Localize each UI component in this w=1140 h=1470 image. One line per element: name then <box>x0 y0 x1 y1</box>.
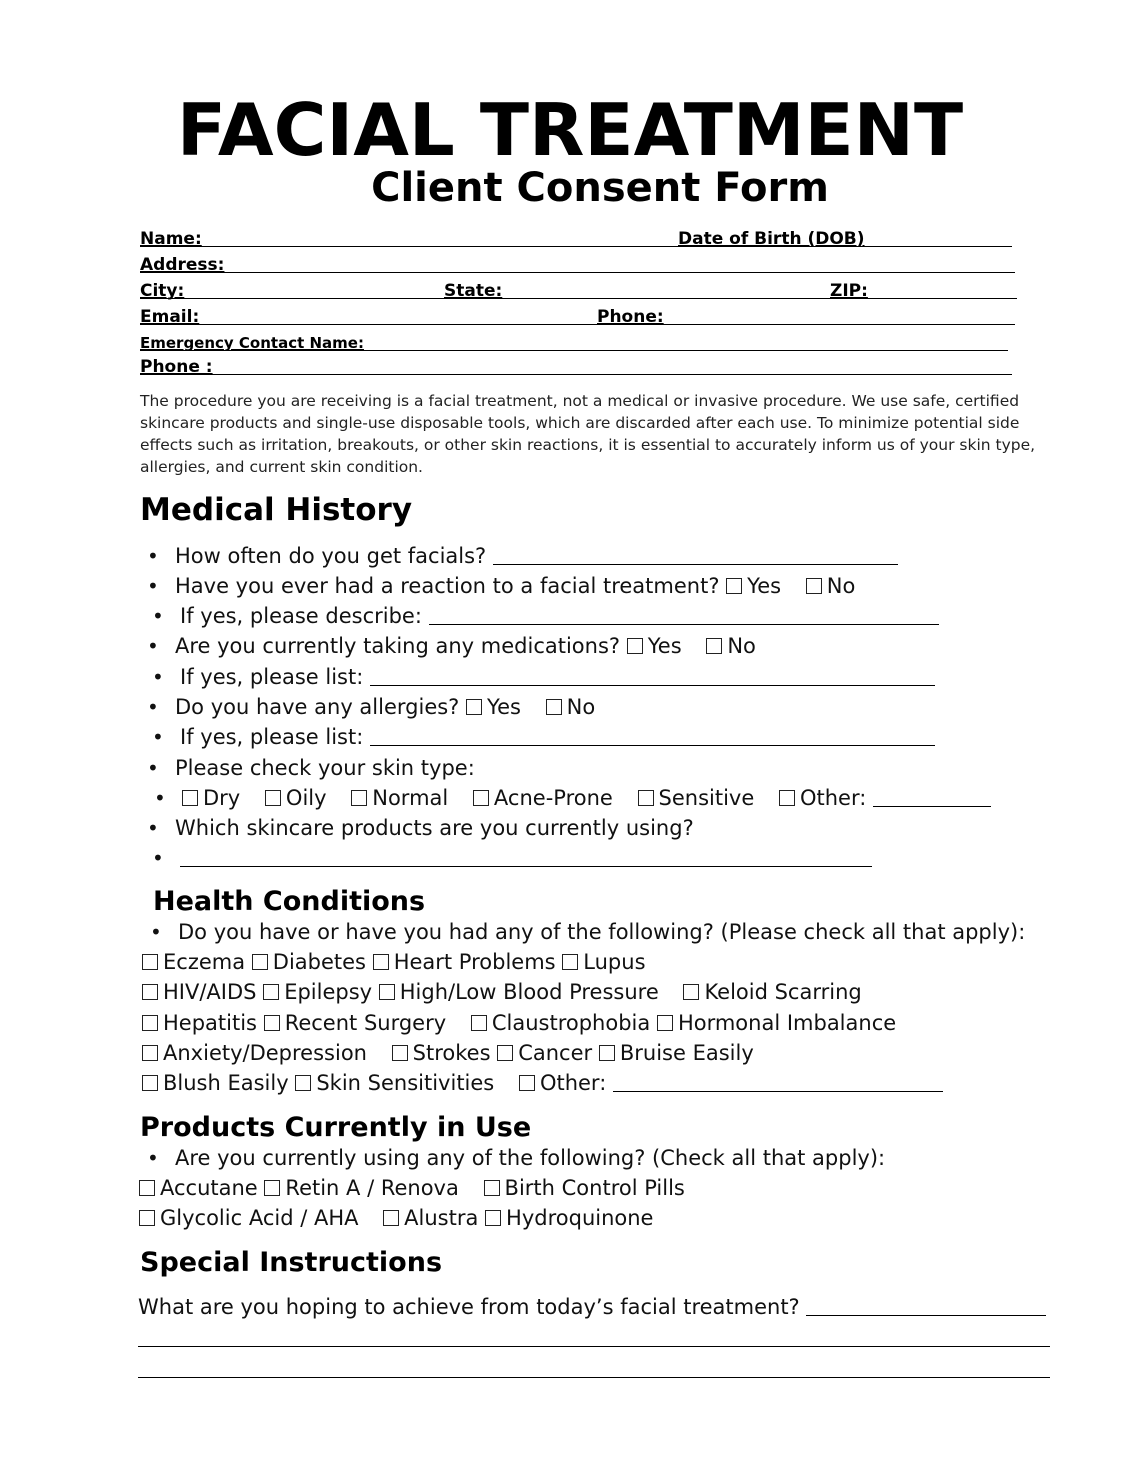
yes-label: Yes <box>487 695 521 719</box>
question-text: What are you hoping to achieve from today’s facial treatment? <box>138 1295 800 1319</box>
question-text: If yes, please describe: <box>180 604 422 628</box>
condition-label: Anxiety/Depression <box>163 1041 367 1065</box>
skin-type-label: Dry <box>203 786 241 810</box>
product-label: Hydroquinone <box>506 1206 654 1230</box>
condition-label: Hormonal Imbalance <box>677 1011 897 1035</box>
accutane-checkbox[interactable] <box>139 1180 155 1196</box>
keloid-scarring-checkbox[interactable] <box>683 984 699 1000</box>
heart-problems-checkbox[interactable] <box>373 954 389 970</box>
claustrophobia-checkbox[interactable] <box>471 1015 487 1031</box>
health-row <box>142 948 646 976</box>
condition-label: Hepatitis <box>163 1011 257 1035</box>
product-label: Glycolic Acid / AHA <box>160 1206 359 1230</box>
condition-label: Skin Sensitivities <box>316 1071 495 1095</box>
question-text: How often do you get facials? <box>175 544 487 568</box>
glycolic-acid-checkbox[interactable] <box>139 1210 155 1226</box>
medications-list-field[interactable] <box>370 667 935 686</box>
health-row <box>142 1069 943 1097</box>
condition-label: Recent Surgery <box>284 1011 447 1035</box>
question-reaction <box>175 572 873 600</box>
state-label: State: <box>444 281 503 301</box>
allergies-no-checkbox[interactable] <box>546 699 562 715</box>
no-label: No <box>727 634 756 658</box>
skin-type-label: Other: <box>799 786 867 810</box>
question-medications <box>175 632 774 660</box>
skincare-products-field[interactable] <box>180 848 872 867</box>
question-text: Do you have any allergies? <box>175 695 460 719</box>
email-label: Email: <box>140 307 200 327</box>
product-label: Alustra <box>404 1206 479 1230</box>
skin-type-label: Oily <box>285 786 327 810</box>
allergies-yes-checkbox[interactable] <box>466 699 482 715</box>
reaction-describe-field[interactable] <box>429 606 939 625</box>
question-facial-frequency <box>175 542 898 570</box>
phone-label: Phone: <box>597 307 664 327</box>
lupus-checkbox[interactable] <box>562 954 578 970</box>
condition-label: Heart Problems <box>393 950 556 974</box>
question-skincare-products <box>175 814 694 842</box>
question-text: Are you currently taking any medications? <box>175 634 621 658</box>
question-allergies-list <box>180 723 935 751</box>
question-medications-list <box>180 663 935 691</box>
form-title: FACIAL TREATMENT <box>176 88 964 172</box>
cancer-checkbox[interactable] <box>497 1045 513 1061</box>
strokes-checkbox[interactable] <box>392 1045 408 1061</box>
skin-normal-checkbox[interactable] <box>351 790 367 806</box>
form-subtitle: Client Consent Form <box>371 165 829 211</box>
product-label: Accutane <box>160 1176 258 1200</box>
special-answer-line[interactable] <box>138 1377 1050 1378</box>
zip-label: ZIP: <box>830 281 868 301</box>
skin-type-label: Normal <box>372 786 449 810</box>
condition-other-checkbox[interactable] <box>519 1075 535 1091</box>
condition-label: Eczema <box>163 950 246 974</box>
hepatitis-checkbox[interactable] <box>142 1015 158 1031</box>
no-label: No <box>566 695 596 719</box>
products-row <box>139 1204 653 1232</box>
skin-type-label: Acne-Prone <box>493 786 613 810</box>
special-answer-field[interactable] <box>806 1297 1046 1316</box>
condition-label: Blush Easily <box>163 1071 289 1095</box>
condition-label: Keloid Scarring <box>704 980 862 1004</box>
condition-other-field[interactable] <box>613 1073 943 1092</box>
question-text: If yes, please list: <box>180 665 364 689</box>
bruise-easily-checkbox[interactable] <box>599 1045 615 1061</box>
diabetes-checkbox[interactable] <box>252 954 268 970</box>
skin-oily-checkbox[interactable] <box>265 790 281 806</box>
special-answer-line[interactable] <box>138 1346 1050 1347</box>
question-text: Please check your skin type: <box>175 756 475 780</box>
anxiety-depression-checkbox[interactable] <box>142 1045 158 1061</box>
reaction-yes-checkbox[interactable] <box>726 578 742 594</box>
skin-type-label: Sensitive <box>658 786 755 810</box>
skin-other-field[interactable] <box>873 788 991 807</box>
blood-pressure-checkbox[interactable] <box>379 984 395 1000</box>
condition-label: Other: <box>539 1071 607 1095</box>
health-conditions-heading: Health Conditions <box>153 886 426 917</box>
condition-label: HIV/AIDS <box>163 980 257 1004</box>
condition-label: Strokes <box>412 1041 491 1065</box>
hormonal-imbalance-checkbox[interactable] <box>657 1015 673 1031</box>
product-label: Birth Control Pills <box>504 1176 685 1200</box>
hiv-aids-checkbox[interactable] <box>142 984 158 1000</box>
condition-label: High/Low Blood Pressure <box>399 980 659 1004</box>
special-instructions-heading: Special Instructions <box>140 1247 443 1278</box>
question-text: Do you have or have you had any of the following? (Please check all that apply): <box>178 920 1026 944</box>
skin-sensitive-checkbox[interactable] <box>638 790 654 806</box>
condition-label: Bruise Easily <box>619 1041 754 1065</box>
yes-label: Yes <box>747 574 782 598</box>
medications-yes-checkbox[interactable] <box>627 638 643 654</box>
question-text: Are you currently using any of the following? (Check all that apply): <box>175 1146 886 1170</box>
email-field[interactable] <box>140 324 1015 325</box>
medications-no-checkbox[interactable] <box>706 638 722 654</box>
no-label: No <box>826 574 856 598</box>
question-text: Which skincare products are you currently using? <box>175 816 694 840</box>
eczema-checkbox[interactable] <box>142 954 158 970</box>
facial-frequency-field[interactable] <box>493 546 898 565</box>
recent-surgery-checkbox[interactable] <box>264 1015 280 1031</box>
emergency-contact-field[interactable] <box>140 350 1008 351</box>
medical-history-heading: Medical History <box>140 492 413 528</box>
condition-label: Epilepsy <box>284 980 373 1004</box>
reaction-no-checkbox[interactable] <box>806 578 822 594</box>
city-field[interactable] <box>140 298 1017 299</box>
allergies-list-field[interactable] <box>370 727 935 746</box>
products-heading: Products Currently in Use <box>140 1112 532 1143</box>
emergency-contact-label: Emergency Contact Name: <box>140 334 364 352</box>
retin-a-checkbox[interactable] <box>264 1180 280 1196</box>
dob-label: Date of Birth (DOB) <box>678 229 865 249</box>
condition-label: Diabetes <box>272 950 366 974</box>
city-label: City: <box>140 281 185 301</box>
birth-control-checkbox[interactable] <box>484 1180 500 1196</box>
name-label: Name: <box>140 229 202 249</box>
blush-easily-checkbox[interactable] <box>142 1075 158 1091</box>
health-row <box>142 978 862 1006</box>
question-text: Have you ever had a reaction to a facial treatment? <box>175 574 720 598</box>
epilepsy-checkbox[interactable] <box>263 984 279 1000</box>
health-row <box>142 1009 896 1037</box>
question-text: If yes, please list: <box>180 725 364 749</box>
skin-dry-checkbox[interactable] <box>182 790 198 806</box>
skin-sensitivities-checkbox[interactable] <box>295 1075 311 1091</box>
question-reaction-describe <box>180 602 939 630</box>
health-row <box>142 1039 754 1067</box>
product-label: Retin A / Renova <box>285 1176 459 1200</box>
skincare-products-answer <box>180 844 872 872</box>
special-question <box>138 1293 1046 1321</box>
condition-label: Cancer <box>518 1041 593 1065</box>
alustra-checkbox[interactable] <box>383 1210 399 1226</box>
yes-label: Yes <box>647 634 682 658</box>
hydroquinone-checkbox[interactable] <box>485 1210 501 1226</box>
question-skin-type <box>175 754 475 782</box>
intro-paragraph: The procedure you are receiving is a facial treatment, not a medical or invasive procedure. We use safe, certified skincare products and single-use disposable tools, which are discarded after each use. To minimize potential side effects such as irritation, breakouts, or other skin reactions, it is essential to accurately inform us of your skin type, allergies, and current skin condition. <box>140 392 1036 476</box>
condition-label: Lupus <box>583 950 646 974</box>
emergency-phone-field[interactable] <box>140 374 1012 375</box>
name-field[interactable] <box>140 246 1012 247</box>
emergency-phone-label: Phone : <box>140 357 213 377</box>
address-field[interactable] <box>140 272 1015 273</box>
skin-type-options <box>182 784 991 812</box>
health-question <box>178 918 1025 946</box>
skin-other-checkbox[interactable] <box>779 790 795 806</box>
condition-label: Claustrophobia <box>491 1011 651 1035</box>
products-question <box>175 1144 885 1172</box>
skin-acne-prone-checkbox[interactable] <box>473 790 489 806</box>
products-row <box>139 1174 685 1202</box>
question-allergies <box>175 693 613 721</box>
address-label: Address: <box>140 255 225 275</box>
